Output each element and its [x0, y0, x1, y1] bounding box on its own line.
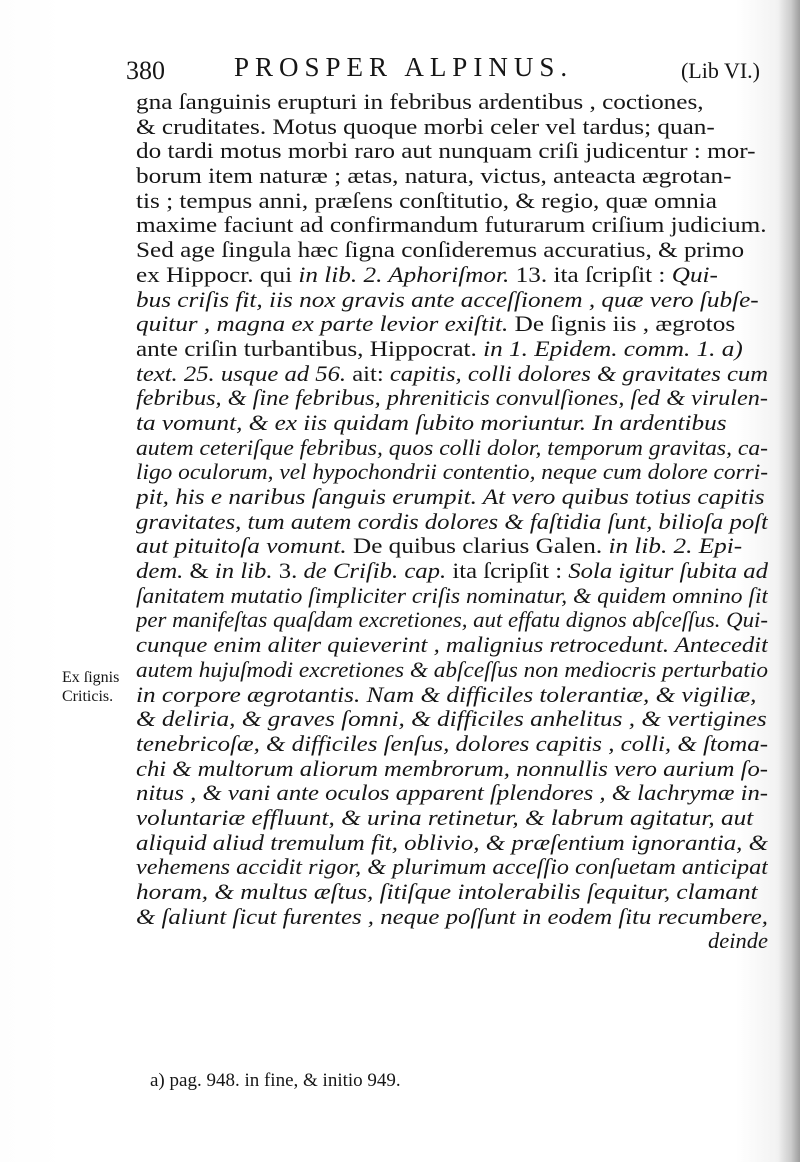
text-line	[136, 189, 768, 214]
text-line	[136, 510, 768, 535]
italic-text: febribus, & ſine febribus, phreniticis convulſiones, ſed & virulen-	[136, 386, 768, 411]
text-line	[136, 386, 768, 411]
italic-text: in lib. 2. Epi-	[608, 534, 743, 559]
roman-text: borum item naturæ ; ætas, natura, victus, anteacta ægrotan-	[136, 164, 732, 189]
text-line	[136, 411, 768, 436]
text-line	[136, 732, 768, 757]
text-line	[136, 831, 768, 856]
roman-text: 13. ita ſcripſit :	[509, 262, 672, 287]
section-reference: (Lib VI.)	[680, 58, 760, 83]
italic-text: in 1. Epidem. comm. 1. a)	[483, 336, 743, 361]
body-text	[136, 90, 768, 954]
italic-text: & deliria, & graves ſomni, & difficiles anhelitus , & vertigines	[136, 707, 767, 732]
gutter-shadow	[778, 0, 800, 1162]
text-line	[136, 683, 768, 708]
italic-text: aut pituitoſa vomunt.	[136, 534, 347, 559]
italic-text: pit, his e naribus ſanguis erumpit. At vero quibus totius capitis	[136, 485, 765, 509]
text-line	[136, 806, 768, 831]
margin-note-line: Ex ſignis	[62, 669, 120, 686]
roman-text: tis ; tempus anni, præſens conſtitutio, & regio, quæ omnia	[136, 188, 717, 213]
italic-text: bus criſis fit, iis nox gravis ante acceſſionem , quæ vero ſubſe-	[136, 287, 759, 312]
italic-text: quitur , magna ex parte levior exiſtit.	[136, 312, 509, 337]
roman-text: De quibus clarius Galen.	[346, 534, 609, 559]
roman-text: gna ſanguinis erupturi in febribus ardentibus , coctiones,	[136, 90, 704, 114]
italic-text: capitis, colli dolores & gravitates cum	[389, 361, 768, 386]
text-line	[136, 312, 768, 337]
roman-text: ita ſcripſit :	[446, 559, 569, 584]
roman-text: Sed age ſingula hæc ſigna conſideremus accuratius, & primo	[136, 238, 745, 263]
text-line	[136, 238, 768, 263]
roman-text: &	[183, 559, 215, 584]
italic-text: gravitates, tum autem cordis dolores & faſtidia ſunt, bilioſa poſt	[136, 509, 768, 534]
text-line	[136, 485, 768, 510]
italic-text: chi & multorum aliorum membrorum, nonnullis vero aurium ſo-	[136, 756, 768, 781]
text-line	[136, 757, 768, 782]
italic-text: in corpore ægrotantis. Nam & difficiles tolerantiæ, & vigiliæ,	[136, 682, 757, 707]
italic-text: per manifeſtas quaſdam excretiones, aut effatu dignos abſceſſus. Qui-	[136, 608, 768, 633]
text-line	[136, 337, 768, 362]
text-line	[136, 707, 768, 732]
roman-text: ait:	[346, 361, 390, 386]
italic-text: voluntariæ effluunt, & urina retinetur, & labrum agitatur, aut	[136, 805, 754, 830]
running-header	[126, 50, 766, 90]
text-line	[136, 880, 768, 905]
text-line	[136, 263, 768, 288]
page-number: 380	[126, 56, 165, 85]
running-title: PROSPER ALPINUS.	[234, 52, 574, 82]
roman-text: do tardi motus morbi raro aut nunquam criſi judicentur : mor-	[136, 139, 756, 164]
text-line	[136, 115, 768, 140]
italic-text: autem hujuſmodi excretiones & abſceſſus non mediocris perturbatio	[136, 657, 768, 682]
text-line	[136, 436, 768, 461]
italic-text: in lib.	[214, 559, 273, 584]
footnote: a) pag. 948. in fine, & initio 949.	[150, 1070, 401, 1091]
roman-text: ex Hippocr. qui	[136, 262, 299, 287]
italic-text: autem ceteriſque febribus, quos colli dolor, temporum gravitas, ca-	[136, 435, 768, 460]
italic-text: in lib. 2. Aphoriſmor.	[298, 262, 510, 287]
italic-text: horam, & multus æſtus, ſitiſque intolerabilis ſequitur, clamant	[136, 880, 758, 904]
italic-text: dem.	[136, 559, 184, 584]
italic-text: Sola igitur ſubita ad	[568, 559, 768, 584]
italic-text: nitus , & vani ante oculos apparent ſplendores , & lachrymæ in-	[136, 781, 768, 806]
text-line	[136, 584, 768, 609]
text-line	[136, 855, 768, 880]
text-line	[136, 658, 768, 683]
italic-text: ligo oculorum, vel hypochondrii contentio, neque cum dolore corri-	[136, 460, 768, 485]
italic-text: deinde	[708, 929, 768, 954]
text-line	[136, 633, 768, 658]
roman-text: 3.	[272, 559, 304, 584]
text-line	[136, 905, 768, 930]
italic-text: aliquid aliud tremulum fit, oblivio, & præſentium ignorantia, &	[136, 830, 768, 855]
text-line	[136, 559, 768, 584]
text-line	[136, 929, 768, 954]
italic-text: & ſaliunt ſicut furentes , neque poſſunt in eodem ſitu recumbere,	[136, 904, 768, 929]
text-line	[136, 362, 768, 387]
text-line	[136, 608, 768, 633]
margin-note-line: Criticis.	[62, 688, 114, 705]
text-line	[136, 534, 768, 559]
italic-text: text. 25. usque ad 56.	[136, 361, 347, 386]
text-line	[136, 90, 768, 115]
italic-text: ta vomunt, & ex iis quidam ſubito moriuntur. In ardentibus	[136, 410, 727, 435]
text-line	[136, 288, 768, 313]
text-line	[136, 139, 768, 164]
roman-text: & cruditates. Motus quoque morbi celer vel tardus; quan-	[136, 114, 715, 139]
roman-text: maxime faciunt ad confirmandum futurarum criſium judicium.	[136, 213, 767, 238]
roman-text: ante criſin turbantibus, Hippocrat.	[136, 336, 484, 361]
italic-text: Qui-	[671, 262, 718, 287]
italic-text: de Criſib. cap.	[303, 559, 447, 584]
text-line	[136, 164, 768, 189]
text-line	[136, 460, 768, 485]
italic-text: vehemens accidit rigor, & plurimum acceſſio conſuetam anticipat	[136, 855, 768, 880]
italic-text: cunque enim aliter quieverint , malignius retrocedunt. Antecedit	[136, 633, 768, 658]
text-line	[136, 213, 768, 238]
italic-text: ſanitatem mutatio ſimpliciter criſis nominatur, & quidem omnino ſit	[136, 583, 768, 608]
margin-note	[62, 668, 138, 706]
roman-text: De ſignis iis , ægrotos	[508, 312, 736, 337]
italic-text: tenebricoſæ, & difficiles ſenſus, dolores capitis , colli, & ſtoma-	[136, 731, 768, 756]
text-line	[136, 781, 768, 806]
